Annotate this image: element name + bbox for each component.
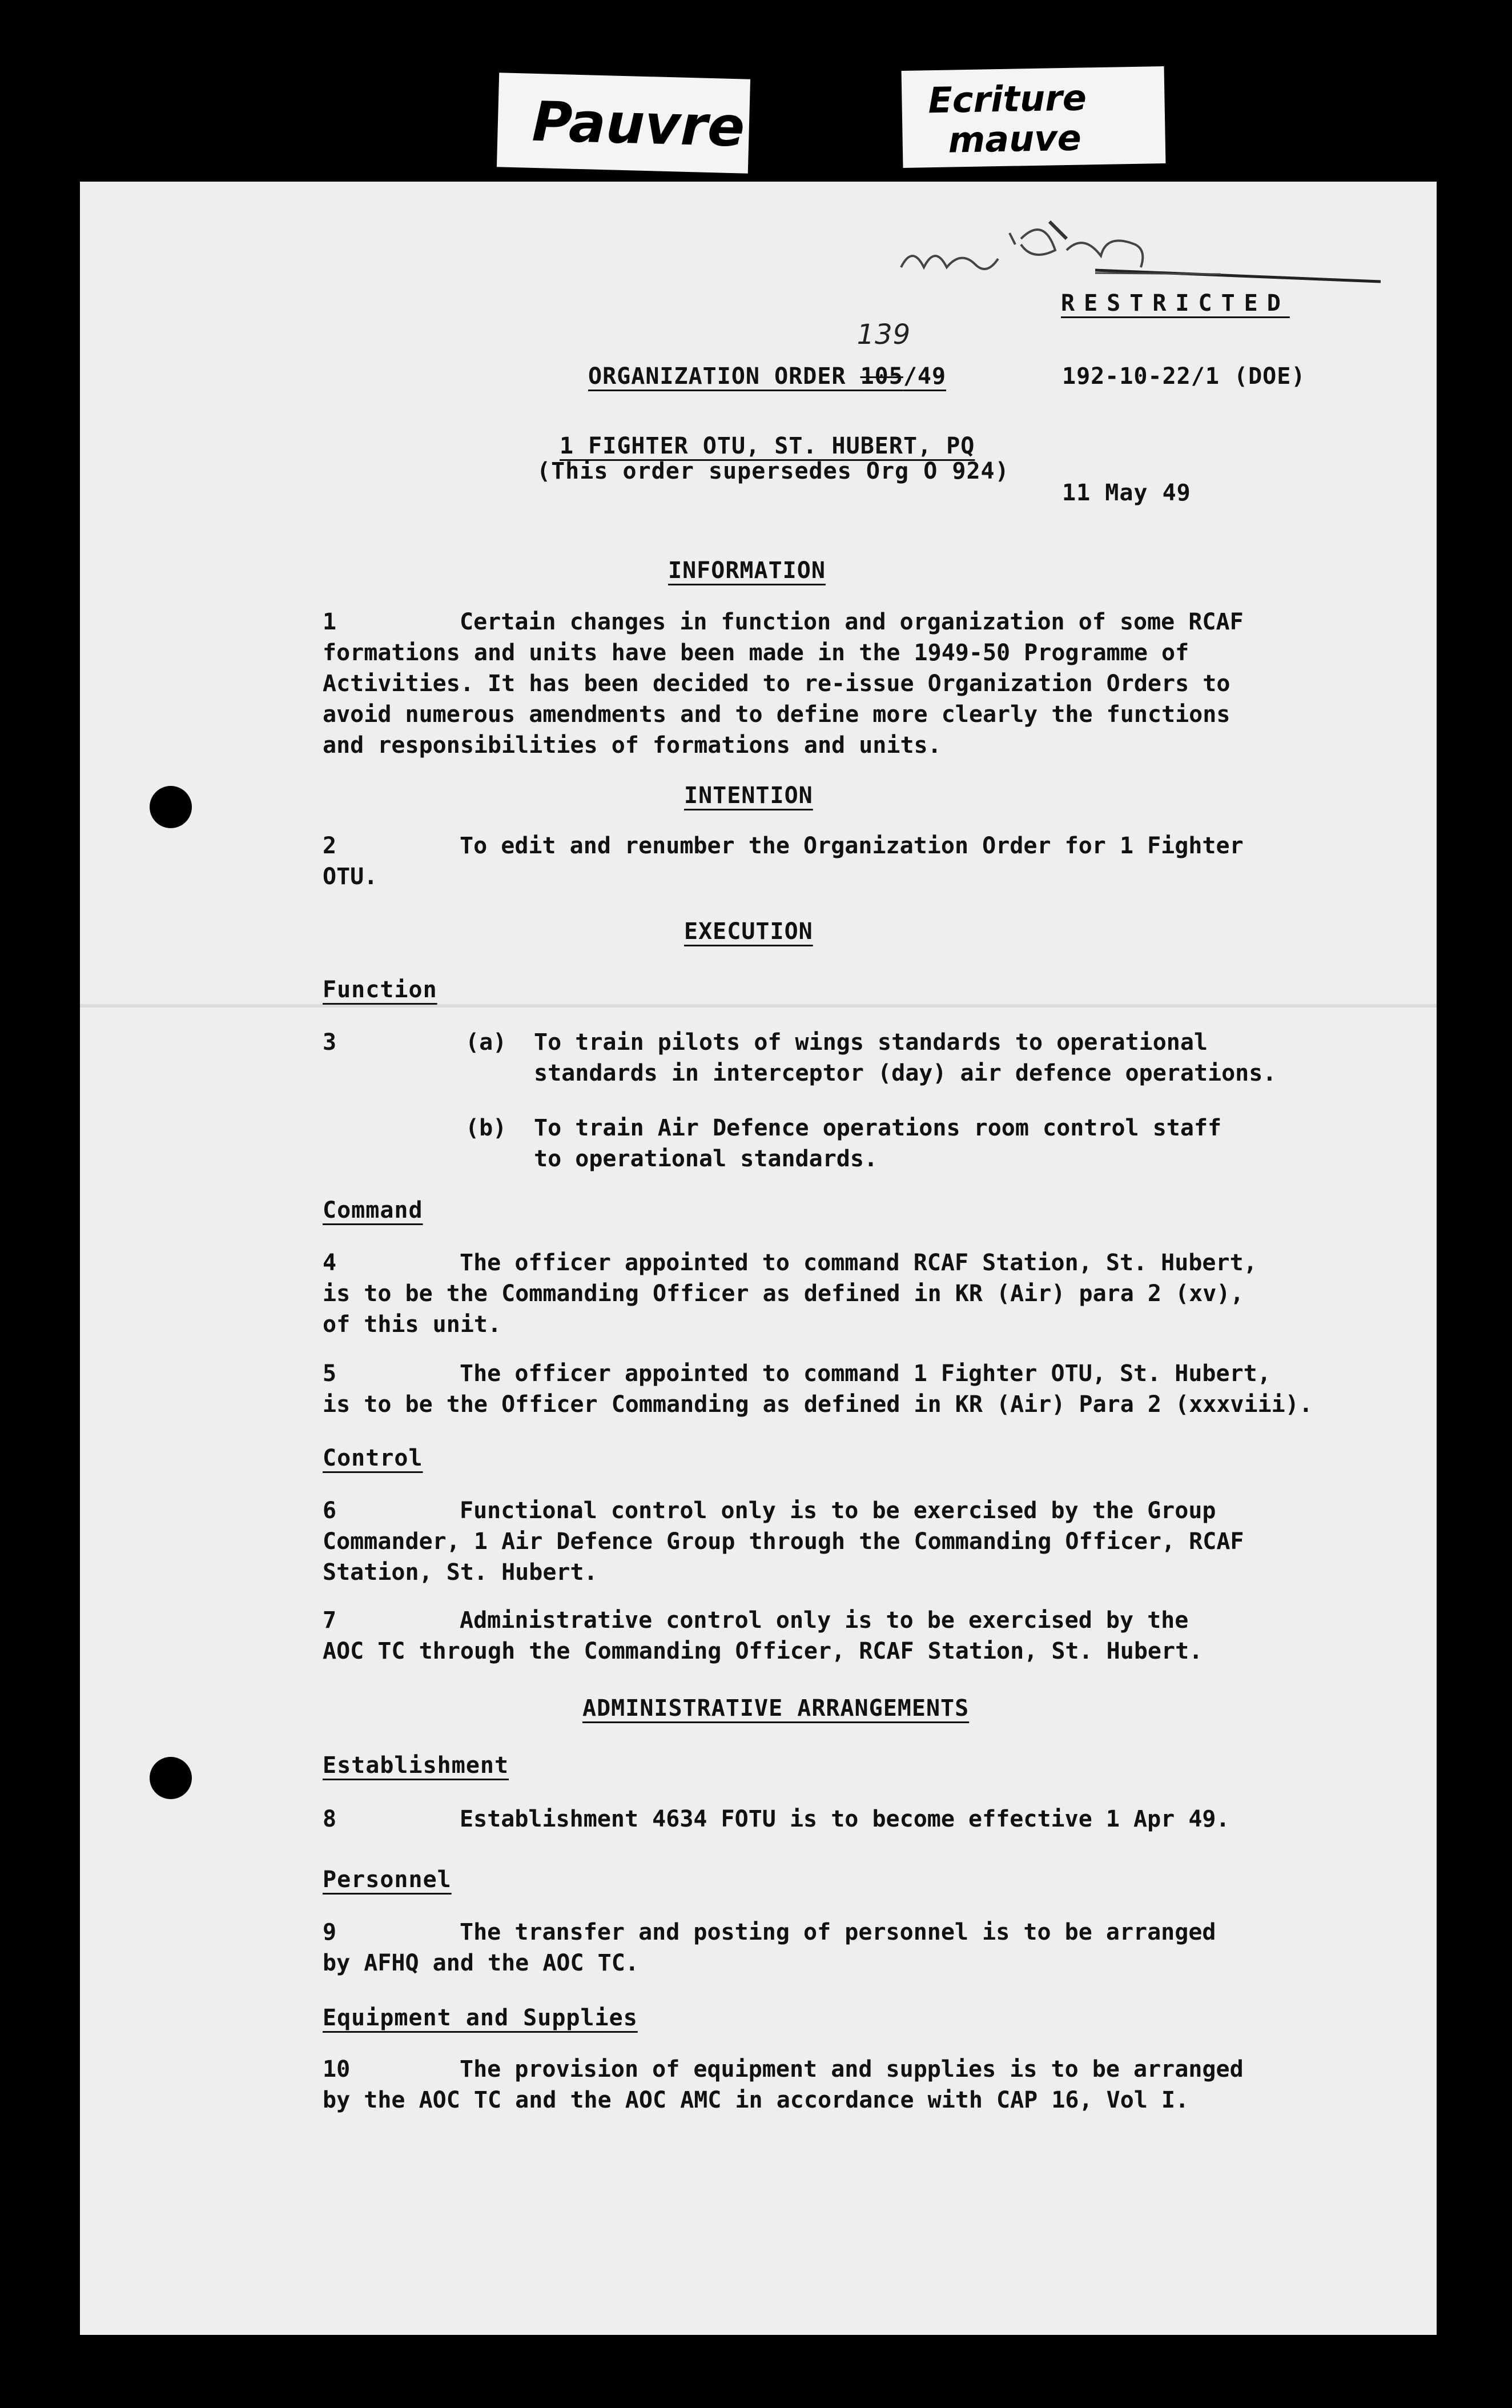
para-number: 2: [323, 833, 337, 859]
section-intention: INTENTION: [684, 782, 813, 809]
paragraph-7: [323, 1605, 1408, 1667]
para-first-line: Functional control only is to be exercised by the Group: [460, 1498, 1216, 1524]
para-first-line: Certain changes in function and organization of some RCAF: [460, 609, 1244, 635]
subsection-function: Function: [323, 977, 437, 1003]
para-body: formations and units have been made in the 1949-50 Programme of Activities. It has been decided to re-issue Organization Orders to avoid numerous amendments and to define more clearly the functions and responsibilities of formations and units.: [323, 640, 1230, 758]
section-information: INFORMATION: [668, 557, 826, 584]
para-number: 8: [323, 1806, 337, 1832]
para-body: OTU.: [323, 864, 378, 890]
para-body: by the AOC TC and the AOC AMC in accordance with CAP 16, Vol I.: [323, 2087, 1189, 2113]
unit-title: 1 FIGHTER OTU, ST. HUBERT, PQ: [560, 433, 975, 459]
punch-hole-icon: [150, 1757, 192, 1799]
paragraph-5: [323, 1358, 1408, 1420]
para-number: 3: [323, 1029, 337, 1055]
paragraph-8: [323, 1804, 1408, 1835]
para-number: 7: [323, 1607, 337, 1634]
handwritten-signature: [878, 216, 1404, 296]
paragraph-1: [323, 607, 1408, 761]
para-first-line: To edit and renumber the Organization Order for 1 Fighter: [460, 833, 1244, 859]
archive-label-right: [902, 66, 1166, 168]
subsection-equipment: Equipment and Supplies: [323, 2005, 638, 2031]
organization-order-heading: [588, 319, 947, 390]
archive-label-right-line1: Ecriture: [927, 77, 1087, 122]
sub-text: To train Air Defence operations room control staff to operational standards.: [534, 1115, 1222, 1172]
archive-label-left: [497, 73, 750, 173]
subsection-personnel: Personnel: [323, 1867, 452, 1893]
restricted-marking: RESTRICTED: [1061, 290, 1290, 316]
archive-label-left-text: Pauvre: [531, 89, 746, 159]
subsection-control: Control: [323, 1445, 423, 1471]
para-body: is to be the Commanding Officer as defined in KR (Air) para 2 (xv), of this unit.: [323, 1281, 1244, 1338]
sub-letter: (b): [465, 1115, 507, 1141]
document-page: [80, 182, 1437, 2335]
para-first-line: Establishment 4634 FOTU is to become effective 1 Apr 49.: [460, 1806, 1230, 1832]
para-number: 9: [323, 1919, 337, 1945]
order-number-handwritten: 139: [856, 319, 911, 351]
para-number: 10: [323, 2056, 351, 2082]
subsection-command: Command: [323, 1197, 423, 1223]
para-number: 6: [323, 1498, 337, 1524]
para-body: by AFHQ and the AOC TC.: [323, 1950, 639, 1976]
paragraph-4: [323, 1247, 1408, 1340]
section-execution: EXECUTION: [684, 918, 813, 945]
order-number-struck: 105: [860, 363, 903, 390]
sub-letter: (a): [465, 1029, 507, 1055]
file-reference: 192-10-22/1 (DOE): [1062, 363, 1306, 390]
para-number: 1: [323, 609, 337, 635]
para-number: 4: [323, 1250, 337, 1276]
archive-label-right-line2: mauve: [948, 117, 1082, 161]
section-administrative: ADMINISTRATIVE ARRANGEMENTS: [582, 1695, 970, 1721]
para-body: AOC TC through the Commanding Officer, RCAF Station, St. Hubert.: [323, 1638, 1203, 1664]
para-body: Commander, 1 Air Defence Group through the Commanding Officer, RCAF Station, St. Hubert.: [323, 1528, 1244, 1586]
paragraph-9: [323, 1917, 1408, 1978]
page-fold: [80, 1004, 1437, 1008]
paragraph-6: [323, 1495, 1408, 1588]
para-first-line: The officer appointed to command 1 Fighter OTU, St. Hubert,: [460, 1360, 1271, 1387]
order-date: 11 May 49: [1062, 480, 1191, 506]
para-number: 5: [323, 1360, 337, 1387]
supersedes-note: (This order supersedes Org O 924): [537, 458, 1010, 484]
para-first-line: The officer appointed to command RCAF Station, St. Hubert,: [460, 1250, 1257, 1276]
subsection-establishment: Establishment: [323, 1752, 509, 1779]
paragraph-10: [323, 2054, 1408, 2116]
sub-text: To train pilots of wings standards to operational standards in interceptor (day) air defence operations.: [534, 1029, 1277, 1086]
paragraph-2: [323, 830, 1408, 892]
para-first-line: Administrative control only is to be exercised by the: [460, 1607, 1189, 1634]
order-label: ORGANIZATION ORDER: [588, 363, 860, 390]
order-suffix: /49: [903, 363, 947, 390]
para-first-line: The transfer and posting of personnel is to be arranged: [460, 1919, 1216, 1945]
punch-hole-icon: [150, 786, 192, 828]
order-number: [856, 319, 911, 390]
para-first-line: The provision of equipment and supplies is to be arranged: [460, 2056, 1244, 2082]
para-body: is to be the Officer Commanding as defined in KR (Air) Para 2 (xxxviii).: [323, 1391, 1313, 1418]
